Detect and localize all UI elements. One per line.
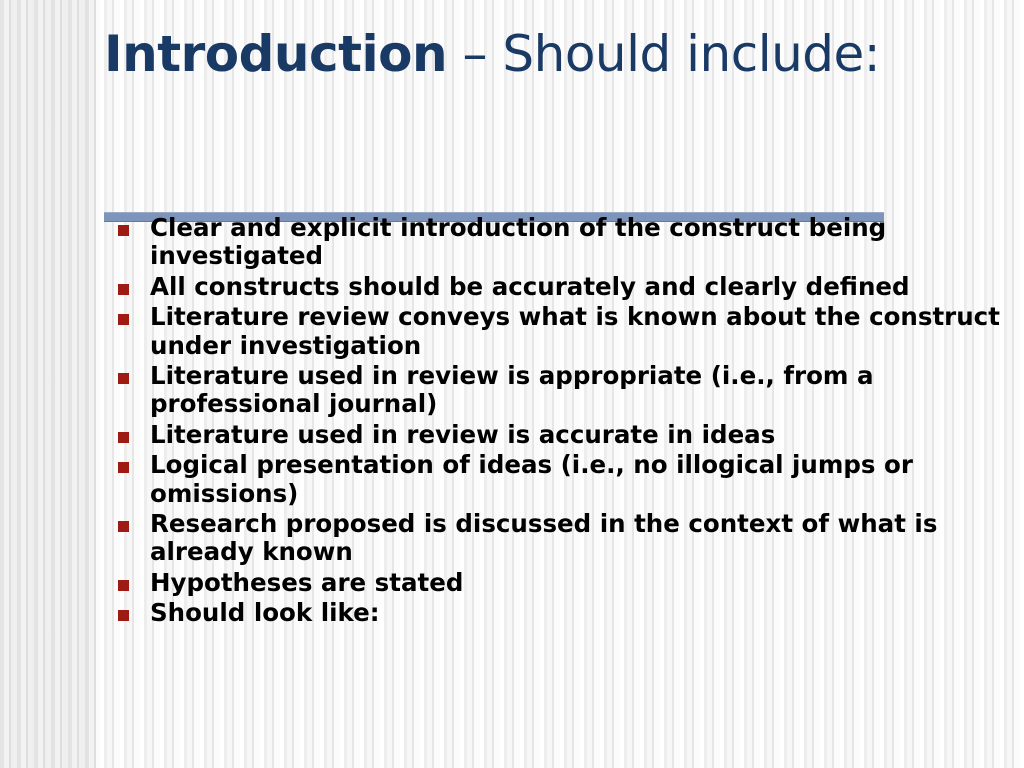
list-item-text: Research proposed is discussed in the context of what is already known [150,509,938,567]
list-item-text: Should look like: [150,598,380,628]
list-item [104,362,1020,419]
slide-body [104,214,1020,630]
list-item-text: Logical presentation of ideas (i.e., no illogical jumps or omissions) [150,450,913,508]
square-bullet-icon [118,521,129,532]
list-item-text: Literature review conveys what is known about the construct under investigation [150,302,1000,360]
square-bullet-icon [118,462,129,473]
square-bullet-icon [118,314,129,325]
page-title-rest: – Should include: [447,25,881,83]
slide-left-stripe-band [0,0,96,768]
list-item-text: Hypotheses are stated [150,567,464,597]
list-item [104,303,1020,360]
square-bullet-icon [118,225,129,236]
list-item [104,510,1020,567]
square-bullet-icon [118,580,129,591]
list-item [104,599,1020,627]
list-item [104,451,1020,508]
list-item [104,569,1020,597]
square-bullet-icon [118,432,129,443]
square-bullet-icon [118,610,129,621]
list-item-text: All constructs should be accurately and clearly defined [150,271,910,301]
bullet-list [104,214,1020,628]
list-item-text: Literature used in review is appropriate (i.e., from a professional journal) [150,361,874,419]
square-bullet-icon [118,284,129,295]
list-item [104,273,1020,301]
list-item-text: Literature used in review is accurate in ideas [150,419,776,449]
list-item [104,214,1020,271]
list-item [104,421,1020,449]
list-item-text: Clear and explicit introduction of the construct being investigated [150,213,887,271]
slide-title-block [104,26,984,83]
square-bullet-icon [118,373,129,384]
page-title [104,26,984,83]
page-title-bold: Introduction [104,25,448,83]
